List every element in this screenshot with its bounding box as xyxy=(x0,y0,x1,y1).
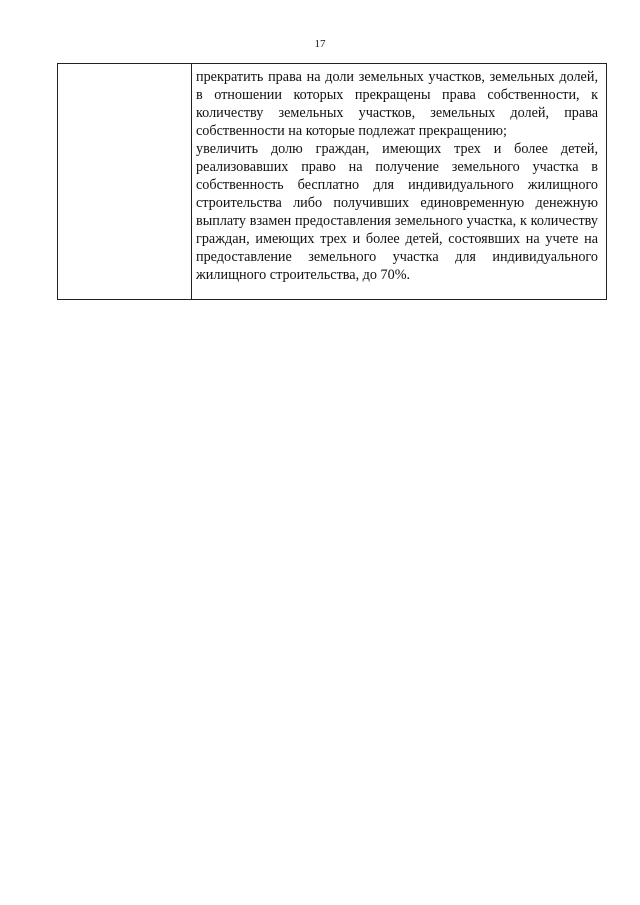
table-cell-right xyxy=(196,68,598,284)
table-cell-left xyxy=(58,64,191,299)
column-divider xyxy=(191,64,192,299)
table-paragraph-2: увеличить долю граждан, имеющих трех и более детей, реализовавших право на получение земельного участка в собственность бесплатно для индивидуального жилищного строительства либо получивших единовременную денежную выплату взамен предоставления земельного участка, к количеству граждан, имеющих трех и более детей, состоявших на учете на предоставление земельного участка для индивидуального жилищного строительства, до 70%. xyxy=(196,141,598,283)
table-paragraph-1: прекратить права на доли земельных участков, земельных долей, в отношении которых прекращены права собственности, к количеству земельных участков, земельных долей, права собственности на которые подлежат прекращению; xyxy=(196,69,598,139)
page-number: 17 xyxy=(314,38,326,50)
document-table xyxy=(57,63,607,300)
